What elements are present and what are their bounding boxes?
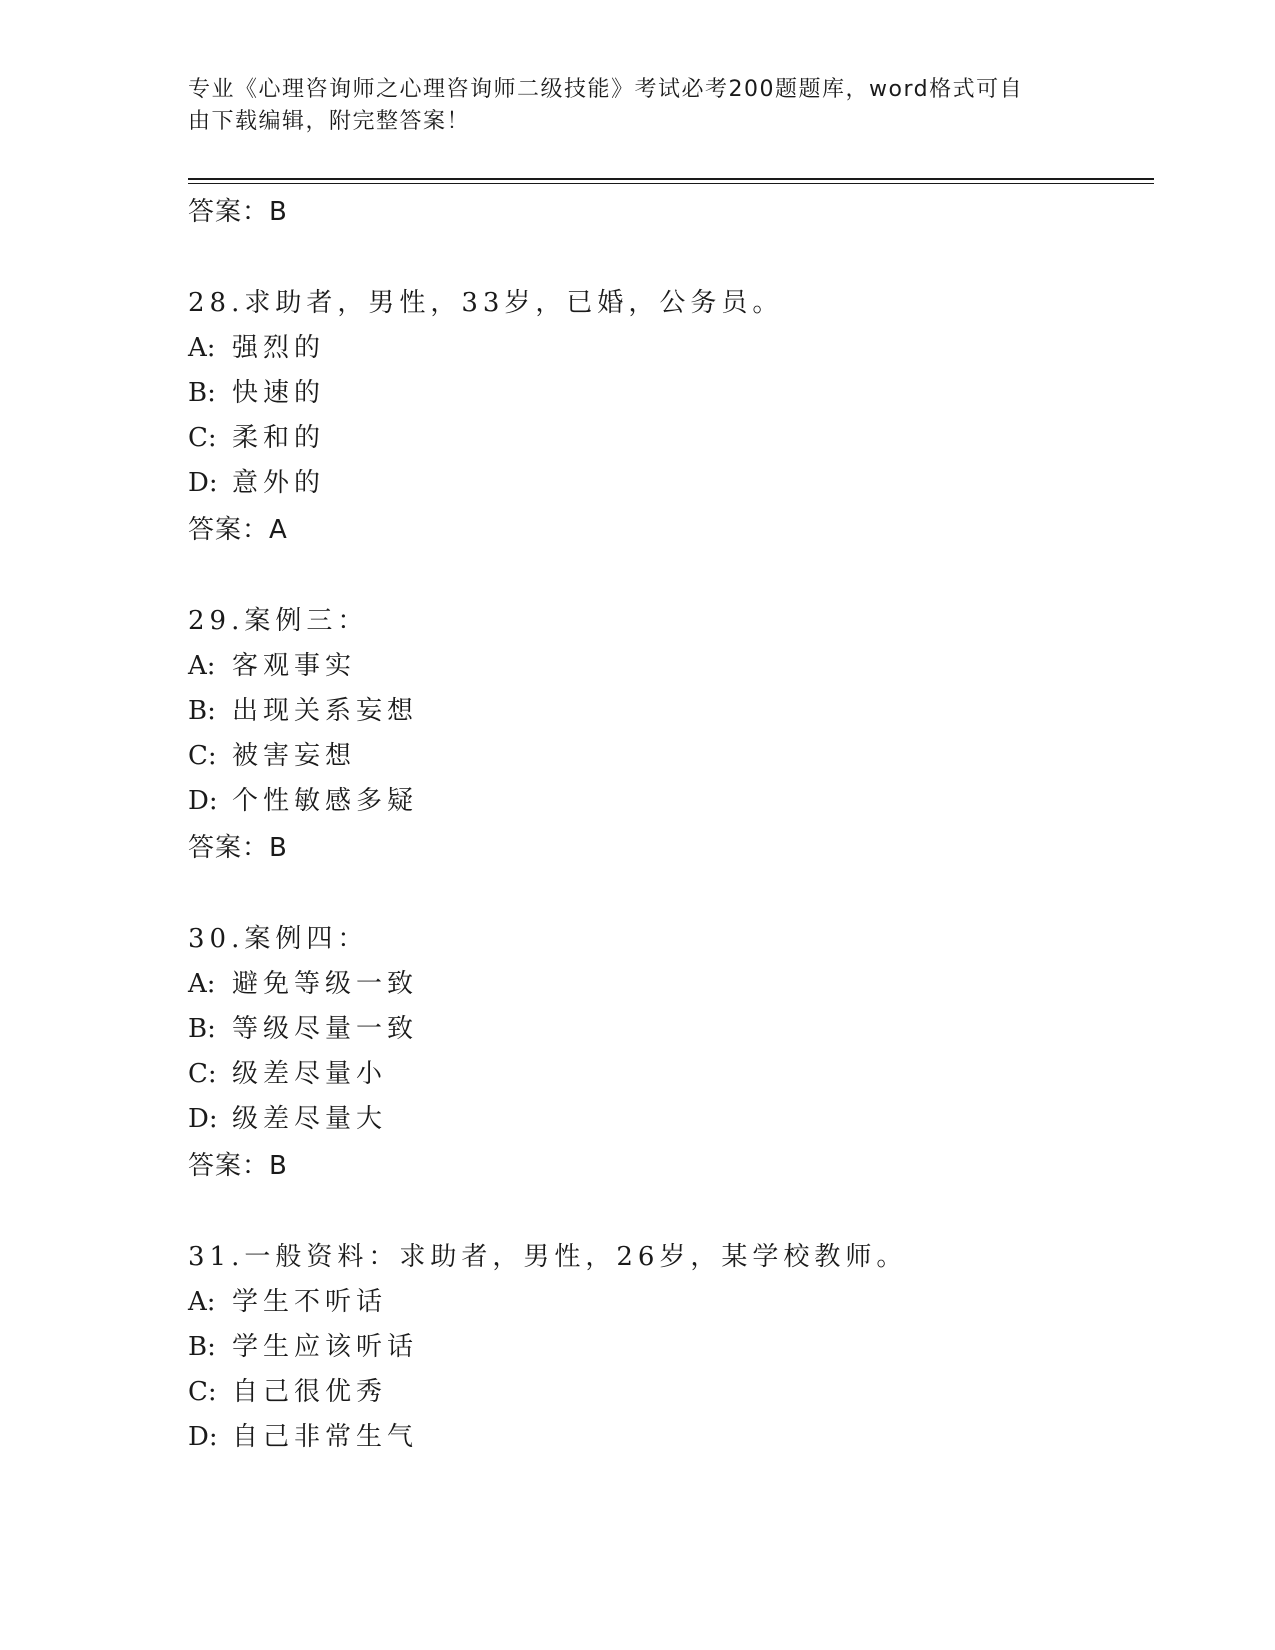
option-c (188, 416, 1154, 461)
option-d (188, 1415, 1154, 1460)
option-b (188, 1007, 1154, 1052)
option-text: 自己非常生气 (232, 1422, 419, 1452)
option-letter: A: (188, 333, 216, 363)
question-31 (188, 1234, 1154, 1460)
option-b (188, 689, 1154, 734)
option-d (188, 1097, 1154, 1142)
option-text: 级差尽量大 (232, 1104, 388, 1134)
option-letter: B: (188, 1332, 216, 1362)
question-28 (188, 280, 1154, 554)
header-divider-thick (188, 178, 1154, 180)
question-list (188, 188, 1154, 1460)
question-text: 29.案例三： (188, 606, 369, 636)
header-line-1: 专业《心理咨询师之心理咨询师二级技能》考试必考200题题库，word格式可自 (188, 77, 1024, 102)
option-letter: C: (188, 1059, 217, 1089)
header-line-2: 由下载编辑，附完整答案！ (188, 109, 471, 134)
option-c (188, 1370, 1154, 1415)
option-text: 被害妄想 (232, 741, 357, 771)
option-text: 自己很优秀 (232, 1377, 388, 1407)
option-letter: D: (188, 468, 218, 498)
question-text: 28.求助者，男性，33岁，已婚，公务员。 (188, 288, 784, 318)
option-text: 级差尽量小 (232, 1059, 388, 1089)
option-letter: C: (188, 1377, 217, 1407)
option-text: 意外的 (232, 468, 326, 498)
option-text: 客观事实 (232, 651, 357, 681)
answer-line: 答案：B (188, 833, 288, 863)
option-text: 个性敏感多疑 (232, 786, 419, 816)
option-b (188, 1325, 1154, 1370)
option-letter: A: (188, 969, 216, 999)
option-text: 快速的 (232, 378, 326, 408)
option-letter: D: (188, 786, 218, 816)
option-letter: D: (188, 1422, 218, 1452)
header-divider-thin (188, 183, 1154, 184)
option-letter: C: (188, 741, 217, 771)
option-d (188, 461, 1154, 506)
question-text: 30.案例四： (188, 924, 369, 954)
option-a (188, 1280, 1154, 1325)
option-letter: B: (188, 378, 216, 408)
option-c (188, 1052, 1154, 1097)
option-letter: B: (188, 696, 216, 726)
answer-line: 答案：B (188, 1151, 288, 1181)
option-letter: D: (188, 1104, 218, 1134)
option-text: 柔和的 (232, 423, 326, 453)
option-letter: A: (188, 651, 216, 681)
option-b (188, 371, 1154, 416)
option-a (188, 326, 1154, 371)
option-letter: A: (188, 1287, 216, 1317)
option-c (188, 734, 1154, 779)
option-d (188, 779, 1154, 824)
answer-line: 答案：A (188, 515, 288, 545)
option-a (188, 962, 1154, 1007)
question-text: 31.一般资料：求助者，男性，26岁，某学校教师。 (188, 1242, 908, 1272)
option-letter: C: (188, 423, 217, 453)
question-30 (188, 916, 1154, 1190)
previous-answer: 答案：B (188, 197, 288, 227)
option-letter: B: (188, 1014, 216, 1044)
option-text: 学生不听话 (232, 1287, 388, 1317)
option-text: 学生应该听话 (232, 1332, 419, 1362)
option-text: 强烈的 (232, 333, 326, 363)
option-text: 避免等级一致 (232, 969, 419, 999)
document-header (188, 74, 1068, 138)
option-a (188, 644, 1154, 689)
option-text: 出现关系妄想 (232, 696, 419, 726)
option-text: 等级尽量一致 (232, 1014, 419, 1044)
question-29 (188, 598, 1154, 872)
